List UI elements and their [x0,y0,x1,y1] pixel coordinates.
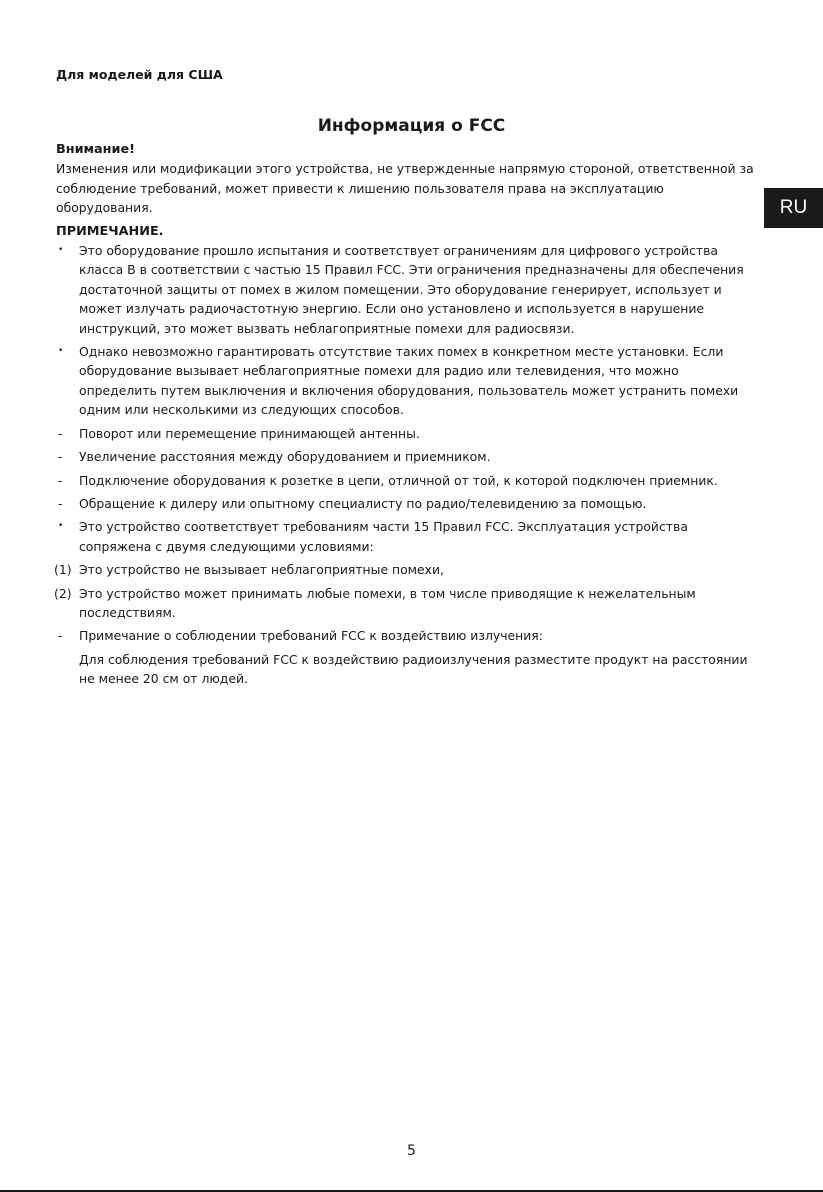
list-item-text: Увеличение расстояния между оборудованием и приемником. [79,449,491,465]
language-tab: RU [764,188,823,228]
bullet-marker: • [58,245,64,256]
dash-marker: - [58,628,63,644]
dash-marker: - [58,425,63,441]
dash-marker: - [58,449,63,465]
list-item [56,494,756,513]
list-item-text: Подключение оборудования к розетке в цепи, отличной от той, к которой подключен приемник. [79,472,718,488]
list-item [56,241,756,338]
list-item-text: Обращение к дилеру или опытному специалисту по радио/телевидению за помощью. [79,495,647,511]
bullet-marker: • [58,346,64,357]
list-item [56,560,756,579]
list-item-text: Это устройство не вызывает неблагоприятные помехи, [79,562,444,578]
radiation-exposure-text: Для соблюдения требований FCC к воздействию радиоизлучения разместите продукт на расстоянии не менее 20 см от людей. [79,651,748,687]
dash-marker: - [58,495,63,511]
list-item-text: Это устройство может принимать любые помехи, в том числе приводящие к нежелательным последствиям. [79,585,696,620]
list-item [56,626,756,645]
list-item [56,471,756,490]
number-marker: (1) [54,562,72,578]
list-item-text: Однако невозможно гарантировать отсутствие таких помех в конкретном месте установки. Если оборудование вызывает неблагоприятные помехи для радио или телевидения, что можно определить путем выключения и включения оборудования, пользователь может устранить помехи одним или несколькими из следующих способов. [79,344,739,418]
list-item-text: Это оборудование прошло испытания и соответствует ограничениям для цифрового устройства класса B в соответствии с частью 15 Правил FCC. Эти ограничения предназначены для обеспечения достаточной защиты от помех в жилом помещении. Это оборудование генерирует, использует и может излучать радиочастотную энергию. Если оно установлено и используется в нарушение инструкций, это может вызвать неблагоприятные помехи для радиосвязи. [79,243,744,336]
attention-heading: Внимание! [56,142,135,157]
list-item-text: Это устройство соответствует требованиям части 15 Правил FCC. Эксплуатация устройства сопряжена с двумя следующими условиями: [79,519,688,554]
list-item [56,424,756,443]
bullet-marker: • [58,521,64,532]
attention-text: Изменения или модификации этого устройства, не утвержденные напрямую стороной, ответственной за соблюдение требований, может привести к лишению пользователя права на эксплуатацию оборудования. [56,161,754,216]
page-title: Информация о FCC [317,116,506,136]
models-note-header: Для моделей для США [56,67,223,82]
list-item-text: Примечание о соблюдении требований FCC к воздействию излучения: [79,628,543,644]
list-item [56,342,756,420]
list-item [56,447,756,466]
number-marker: (2) [54,585,72,601]
dash-marker: - [58,472,63,488]
list-item-text: Поворот или перемещение принимающей антенны. [79,425,420,441]
list-item [56,517,756,556]
document-body [56,140,756,689]
list-item [56,584,756,623]
note-heading: ПРИМЕЧАНИЕ. [56,223,164,239]
page-number: 5 [407,1143,416,1159]
